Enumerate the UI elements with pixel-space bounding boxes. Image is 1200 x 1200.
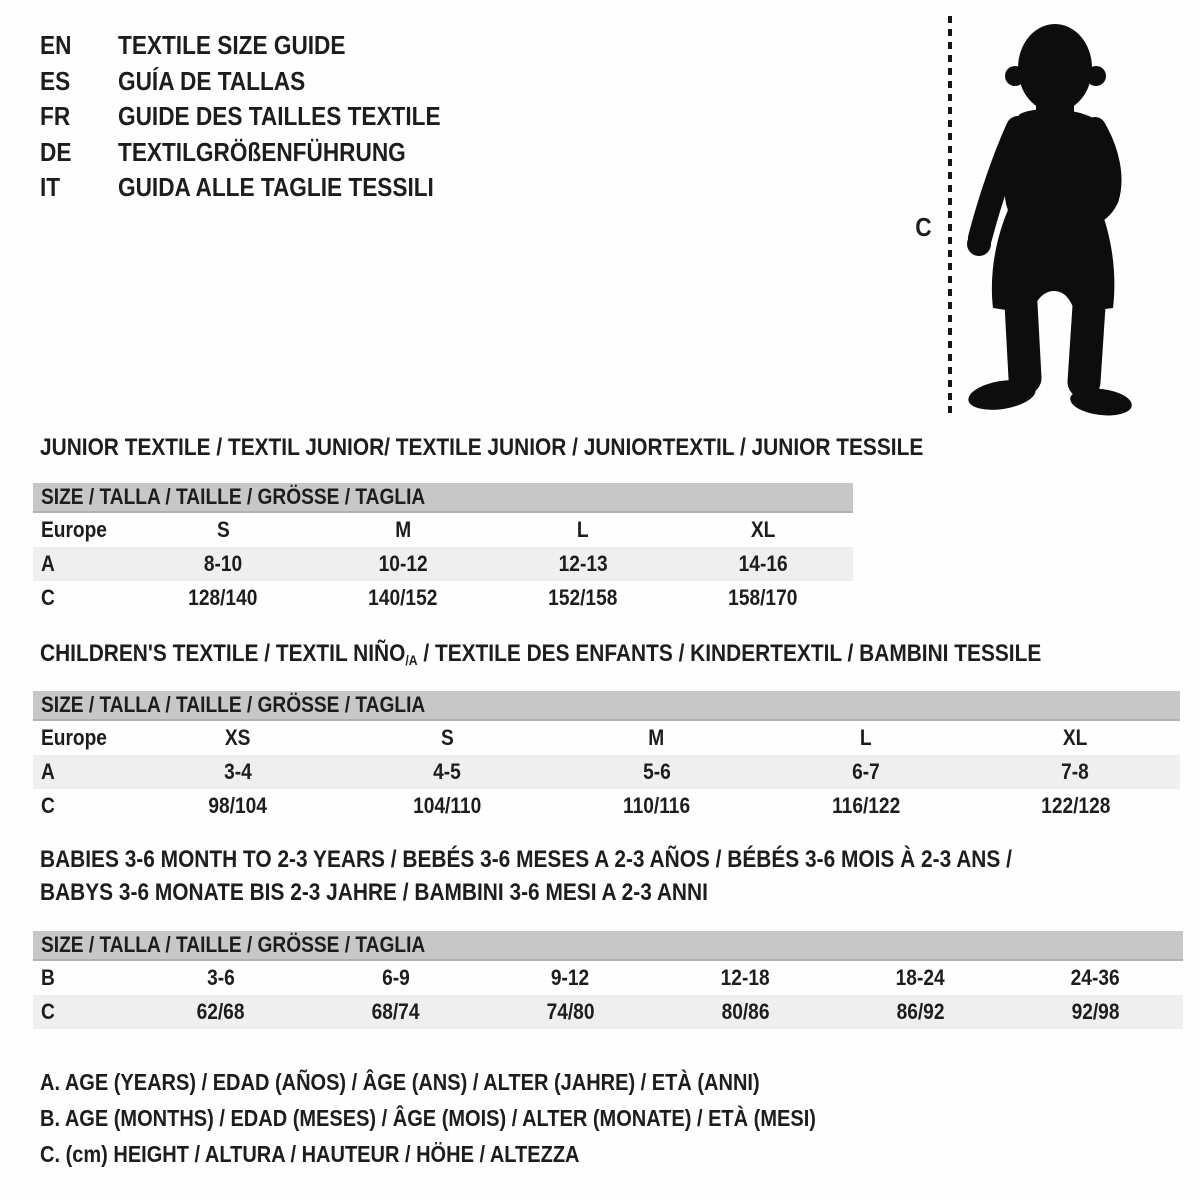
table-cell: 6-9: [381, 965, 410, 990]
row-label: A: [41, 551, 55, 576]
table-cell: 12-13: [558, 551, 608, 576]
row-label: B: [41, 965, 55, 990]
table-cell: M: [395, 517, 411, 542]
table-cell: 6-7: [852, 759, 880, 784]
table-row-height: [33, 789, 1180, 823]
language-row-fr: [40, 99, 489, 135]
size-header-bar: SIZE / TALLA / TAILLE / GRÖSSE / TAGLIA: [33, 691, 1180, 721]
row-label: Europe: [41, 517, 107, 542]
babies-size-table: [33, 931, 1183, 1029]
table-cell: 8-10: [203, 551, 243, 576]
section-heading-children: CHILDREN'S TEXTILE / TEXTIL NIÑO/A / TEXTILE DES ENFANTS / KINDERTEXTIL / BAMBINI TESSILE: [40, 640, 1042, 668]
table-cell: 4-5: [433, 759, 461, 784]
table-cell: 3-4: [223, 759, 252, 784]
table-row-height: [33, 995, 1183, 1029]
language-title: TEXTILGRÖßENFÜHRUNG: [118, 136, 406, 167]
size-header-bar: SIZE / TALLA / TAILLE / GRÖSSE / TAGLIA: [33, 931, 1183, 961]
table-cell: XS: [224, 725, 251, 750]
table-cell: 9-12: [551, 965, 590, 990]
children-size-table: [33, 691, 1180, 823]
row-label: C: [41, 999, 55, 1024]
footnote-a: A. AGE (YEARS) / EDAD (AÑOS) / ÂGE (ANS) / ALTER (JAHRE) / ETÀ (ANNI): [40, 1069, 760, 1095]
nino-a-subscript: /A: [405, 652, 418, 668]
table-cell: 110/116: [622, 793, 691, 818]
language-row-es: [40, 64, 489, 100]
table-cell: 86/92: [896, 999, 945, 1024]
toddler-silhouette-icon: [960, 12, 1148, 418]
table-cell: 158/170: [728, 585, 798, 610]
table-cell: 152/158: [548, 585, 618, 610]
table-cell: 7-8: [1061, 759, 1090, 784]
table-cell: 10-12: [378, 551, 428, 576]
table-cell: L: [577, 517, 589, 542]
table-row-age: [33, 755, 1180, 789]
language-title-list: [40, 28, 489, 206]
table-cell: 3-6: [206, 965, 235, 990]
table-row-height: [33, 581, 853, 615]
language-row-de: [40, 135, 489, 171]
table-cell: 12-18: [721, 965, 770, 990]
row-label: Europe: [41, 725, 107, 750]
table-cell: 80/86: [721, 999, 770, 1024]
language-title: GUIDA ALLE TAGLIE TESSILI: [118, 172, 434, 203]
section-heading-junior: JUNIOR TEXTILE / TEXTIL JUNIOR/ TEXTILE JUNIOR / JUNIORTEXTIL / JUNIOR TESSILE: [40, 434, 924, 461]
language-title: GUÍA DE TALLAS: [118, 65, 306, 96]
height-measure-label: C: [915, 212, 932, 242]
table-row-age: [33, 547, 853, 581]
language-code: IT: [40, 172, 61, 203]
table-cell: S: [216, 517, 230, 542]
table-cell: M: [648, 725, 665, 750]
table-cell: L: [860, 725, 872, 750]
table-cell: 68/74: [371, 999, 420, 1024]
table-row-age-months: [33, 961, 1183, 995]
table-cell: 62/68: [196, 999, 245, 1024]
table-cell: 116/122: [831, 793, 900, 818]
table-cell: XL: [1063, 725, 1088, 750]
language-code: DE: [40, 136, 72, 167]
table-cell: XL: [750, 517, 776, 542]
table-cell: 5-6: [642, 759, 671, 784]
table-row-europe: [33, 721, 1180, 755]
table-cell: 128/140: [188, 585, 258, 610]
language-row-it: [40, 170, 489, 206]
section-heading-babies: BABIES 3-6 MONTH TO 2-3 YEARS / BEBÉS 3-6 MESES A 2-3 AÑOS / BÉBÉS 3-6 MOIS À 2-3 ANS / BABYS 3-6 MONATE BIS 2-3 JAHRE / BAMBINI 3-6 MESI A 2-3 ANNI: [40, 846, 1012, 906]
table-cell: 18-24: [896, 965, 945, 990]
language-code: EN: [40, 30, 72, 61]
table-cell: 122/128: [1040, 793, 1110, 818]
row-label: C: [41, 793, 55, 818]
table-cell: 24-36: [1071, 965, 1120, 990]
row-label: C: [41, 585, 55, 610]
footnote-legend: [40, 1064, 932, 1172]
language-row-en: [40, 28, 489, 64]
language-title: TEXTILE SIZE GUIDE: [118, 30, 346, 61]
footnote-b: B. AGE (MONTHS) / EDAD (MESES) / ÂGE (MOIS) / ALTER (MONATE) / ETÀ (MESI): [40, 1105, 816, 1131]
table-cell: 98/104: [208, 793, 267, 818]
table-cell: 74/80: [546, 999, 595, 1024]
language-code: FR: [40, 101, 71, 132]
size-header-bar: SIZE / TALLA / TAILLE / GRÖSSE / TAGLIA: [33, 483, 853, 513]
table-cell: 92/98: [1071, 999, 1120, 1024]
table-cell: 140/152: [368, 585, 438, 610]
language-title: GUIDE DES TAILLES TEXTILE: [118, 101, 441, 132]
table-cell: 104/110: [413, 793, 482, 818]
table-cell: S: [440, 725, 454, 750]
height-measure-dashed-line: [948, 16, 952, 416]
row-label: A: [41, 759, 55, 784]
table-cell: 14-16: [738, 551, 788, 576]
language-code: ES: [40, 65, 71, 96]
junior-size-table: [33, 483, 853, 615]
table-row-europe: [33, 513, 853, 547]
footnote-c: C. (cm) HEIGHT / ALTURA / HAUTEUR / HÖHE / ALTEZZA: [40, 1141, 580, 1167]
